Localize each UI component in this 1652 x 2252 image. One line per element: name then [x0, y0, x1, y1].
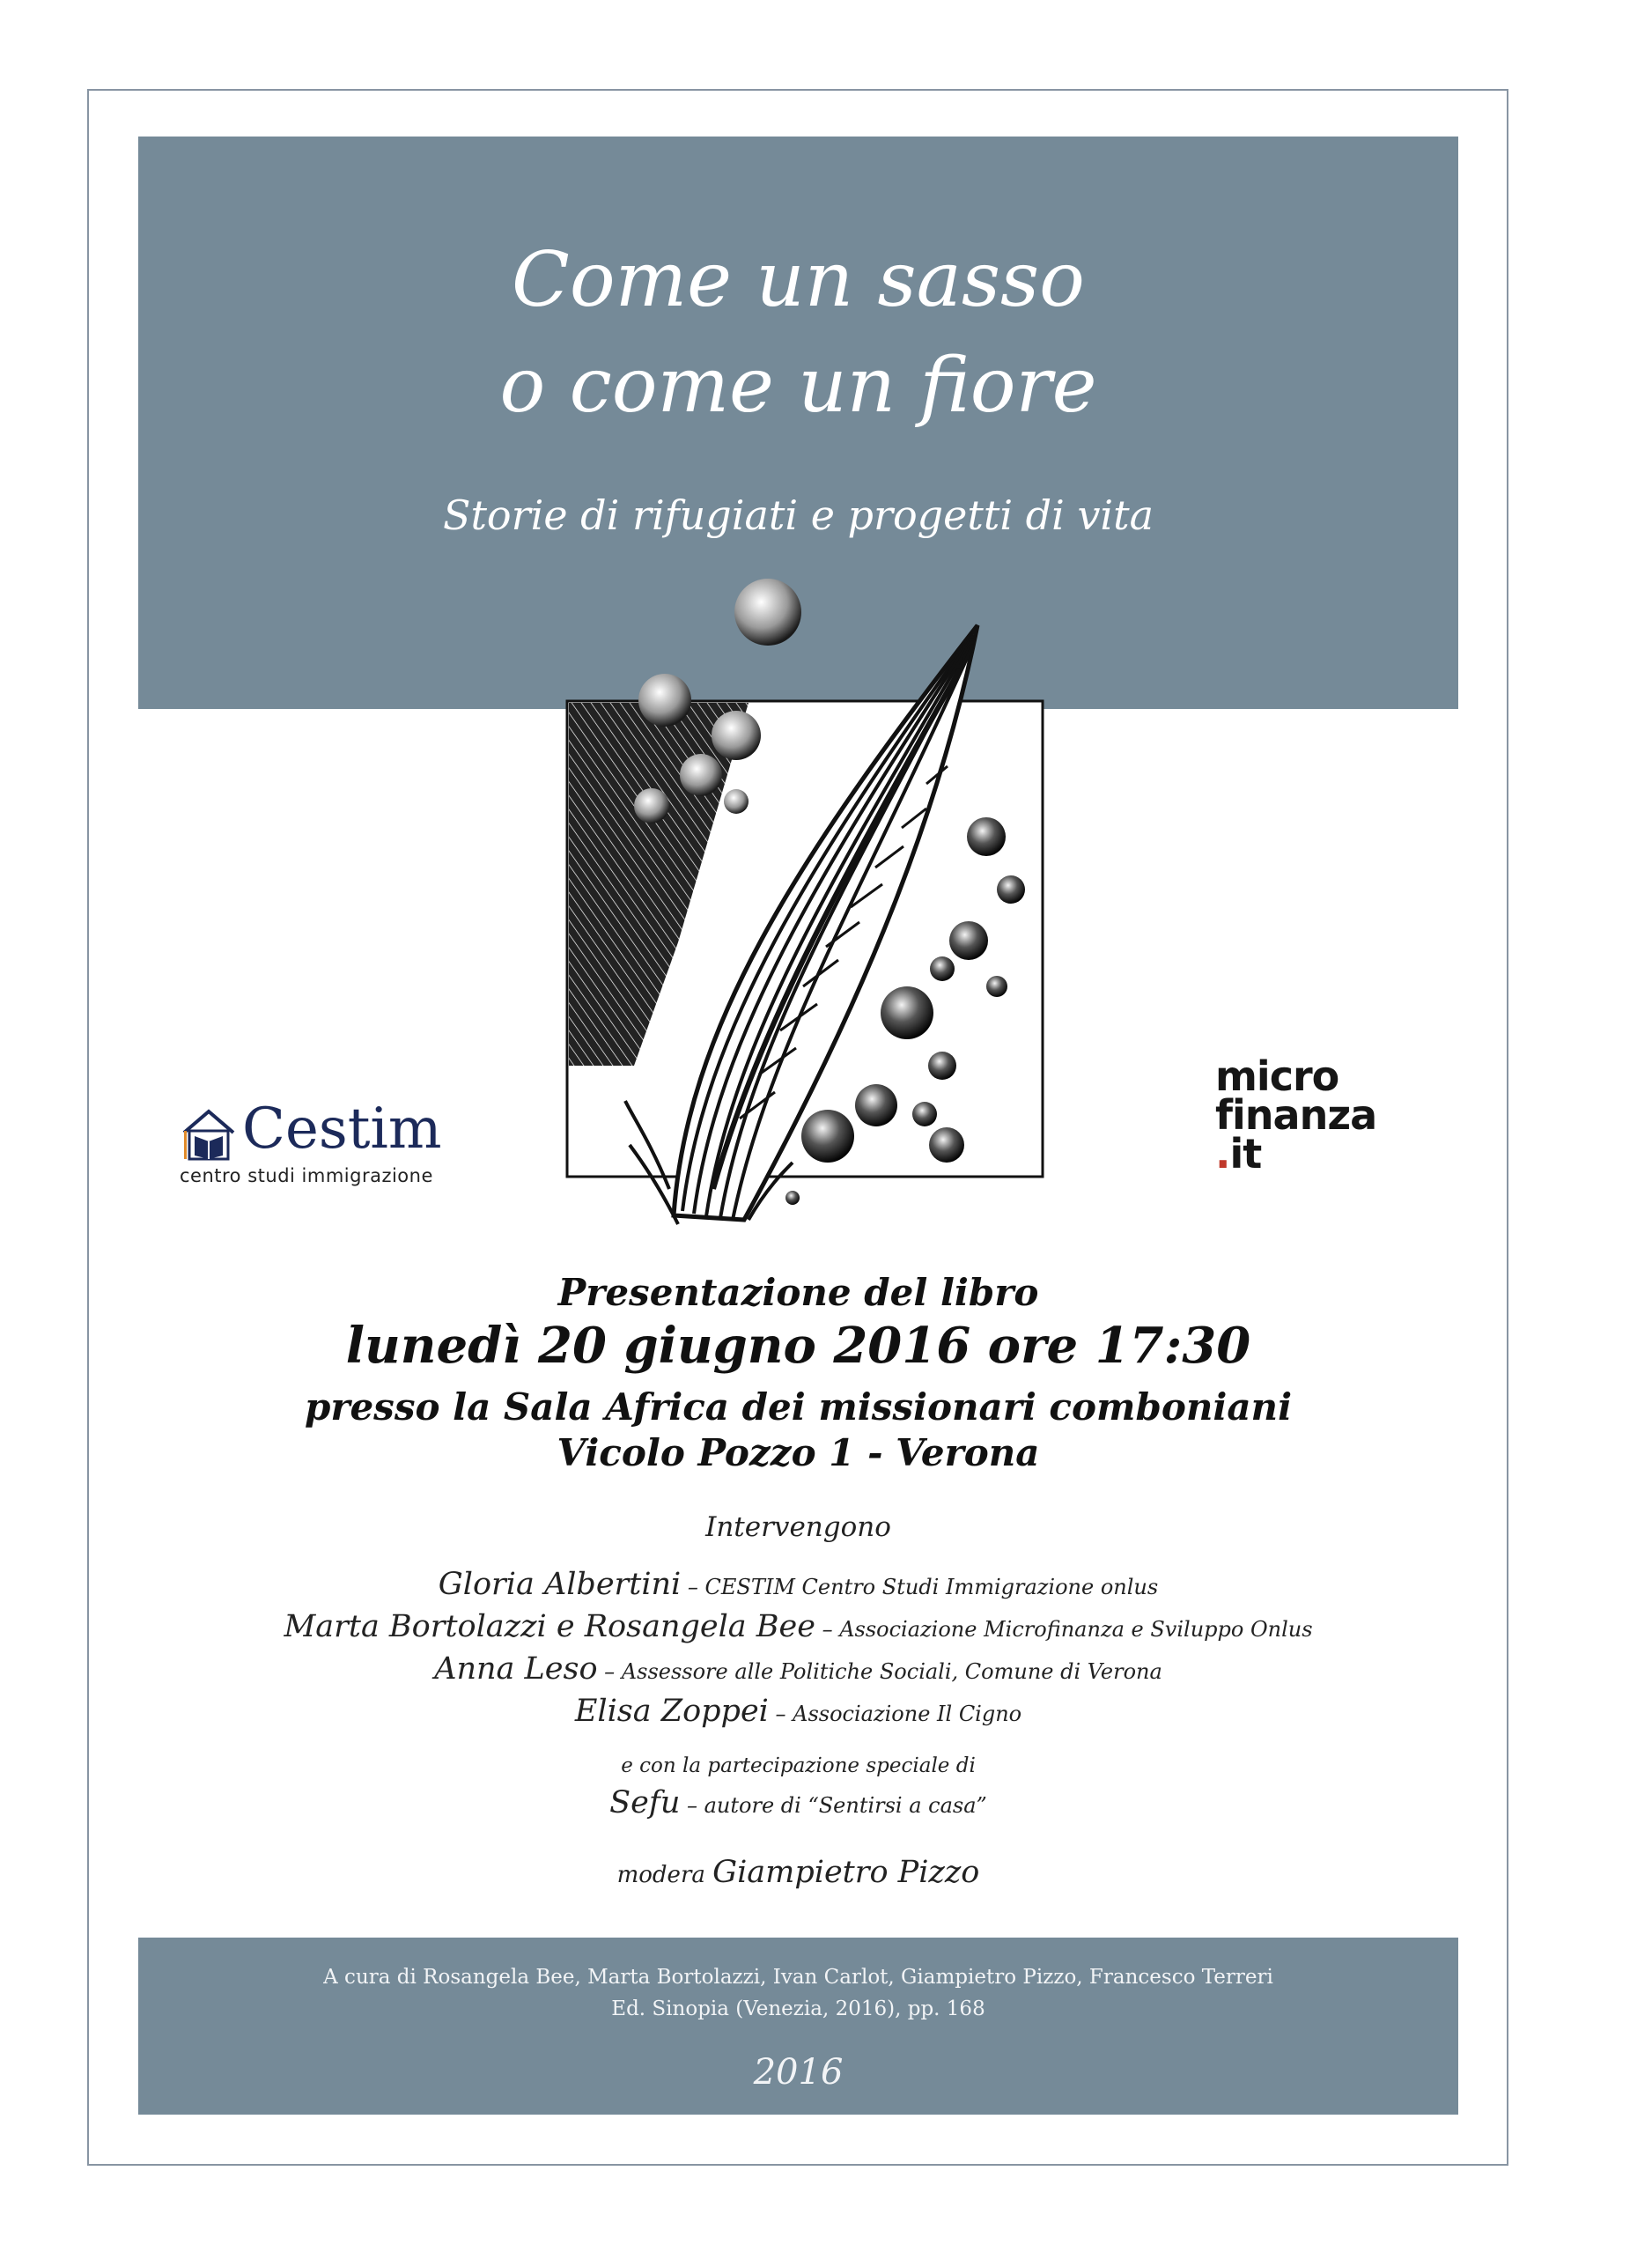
microfinanza-dot: . — [1215, 1130, 1230, 1178]
speaker-line — [138, 1609, 1458, 1644]
speaker-line — [138, 1651, 1458, 1687]
microfinanza-tld: it — [1229, 1130, 1262, 1178]
speaker-line — [138, 1567, 1458, 1602]
title-line-1: Come un sasso — [512, 236, 1085, 324]
special-guest-intro: e con la partecipazione speciale di — [621, 1754, 976, 1777]
microfinanza-line-1: micro — [1215, 1052, 1339, 1100]
special-guest-name: Sefu — [609, 1785, 681, 1820]
leaf-artwork-illustration — [528, 572, 1110, 1242]
special-guest-line — [138, 1785, 1458, 1820]
speaker-name: Elisa Zoppei — [574, 1694, 769, 1729]
microfinanza-line-3 — [1215, 1130, 1444, 1178]
speaker-name: Gloria Albertini — [438, 1567, 682, 1602]
speaker-role: – Assessore alle Politiche Sociali, Comune di Verona — [597, 1659, 1162, 1684]
speaker-name: Anna Leso — [434, 1651, 598, 1687]
cestim-tagline: centro studi immigrazione — [180, 1165, 433, 1186]
moderator-name: Giampietro Pizzo — [712, 1855, 980, 1890]
moderator-line — [138, 1855, 1458, 1890]
event-date: lunedì 20 giugno 2016 ore 17:30 — [345, 1317, 1251, 1375]
event-venue: presso la Sala Africa dei missionari comboniani — [304, 1385, 1293, 1429]
speaker-line — [138, 1694, 1458, 1729]
special-guest-role: – autore di “Sentirsi a casa” — [680, 1793, 987, 1818]
title-line-2: o come un fiore — [499, 342, 1097, 430]
cestim-logo — [176, 1096, 467, 1198]
microfinanza-logo — [1215, 1052, 1444, 1198]
moderator-label: modera — [616, 1862, 713, 1888]
speakers-heading: Intervengono — [705, 1511, 891, 1543]
house-book-icon — [181, 1106, 237, 1163]
event-label: Presentazione del libro — [557, 1271, 1039, 1314]
speaker-role: – Associazione Il Cigno — [768, 1702, 1022, 1726]
speaker-role: – CESTIM Centro Studi Immigrazione onlus — [681, 1575, 1159, 1599]
subtitle: Storie di rifugiati e progetti di vita — [442, 491, 1154, 539]
event-address: Vicolo Pozzo 1 - Verona — [557, 1431, 1040, 1474]
speaker-name: Marta Bortolazzi e Rosangela Bee — [284, 1609, 815, 1644]
cestim-name: Cestim — [242, 1096, 442, 1162]
microfinanza-line-2: finanza — [1215, 1091, 1377, 1139]
credits-publisher: Ed. Sinopia (Venezia, 2016), pp. 168 — [611, 1997, 985, 2020]
publication-year: 2016 — [753, 2052, 844, 2093]
speaker-role: – Associazione Microfinanza e Sviluppo Onlus — [815, 1617, 1313, 1642]
credits-editors: A cura di Rosangela Bee, Marta Bortolazzi, Ivan Carlot, Giampietro Pizzo, Francesco Terreri — [323, 1966, 1273, 1989]
